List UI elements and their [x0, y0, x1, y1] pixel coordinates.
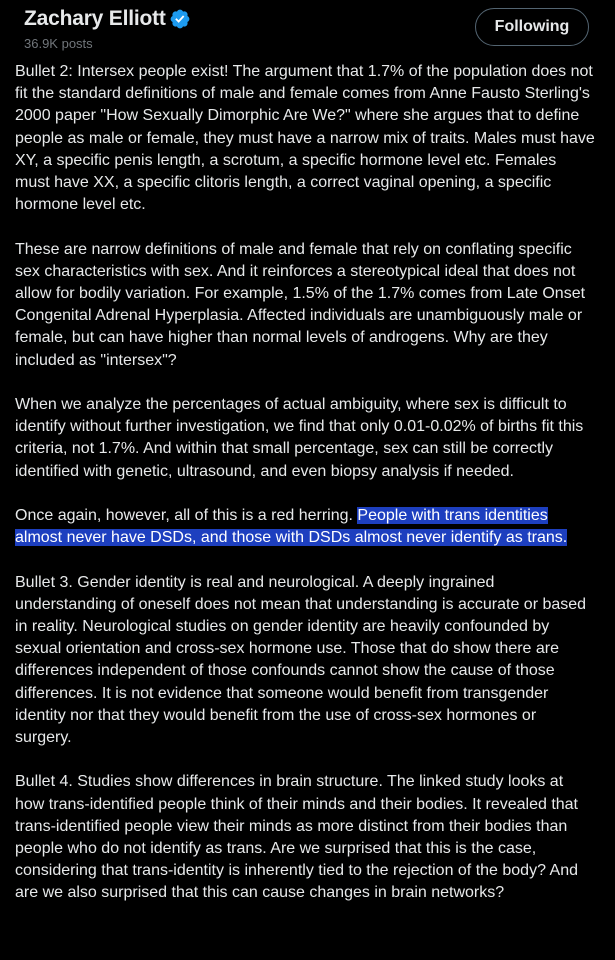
post-text — [15, 61, 595, 927]
following-button[interactable]: Following — [475, 8, 589, 46]
display-name[interactable]: Zachary Elliott — [24, 7, 166, 30]
paragraph-bullet-3: Bullet 3. Gender identity is real and neurological. A deeply ingrained understanding of oneself does not mean that understanding is accurate or based in reality. Neurological studies on gender identity are heavily confounded by sexual orientation and cross-sex hormone use. Those that do show there are differences independent of those confounds cannot show the cause of those differences. It is not evidence that someone would benefit from transgender identity nor that they would benefit from the use of cross-sex hormones or surgery. — [15, 573, 587, 747]
paragraph-definitions: These are narrow definitions of male and female that rely on conflating specific sex characteristics with sex. And it reinforces a stereotypical ideal that does not allow for bodily variation. For example, 1.5% of the 1.7% comes from Late Onset Congenital Adrenal Hyperplasia. Affected individuals are unambiguously male or female, but can have higher than normal levels of androgens. Why are they included as "intersex"? — [15, 240, 586, 369]
paragraph-red-herring — [15, 505, 595, 549]
profile-header — [0, 0, 615, 60]
post-count: 36.9K posts — [24, 36, 93, 51]
verified-badge-icon — [169, 8, 191, 30]
paragraph-bullet-4: Bullet 4. Studies show differences in brain structure. The linked study looks at how trans-identified people think of their minds and their bodies. It revealed that trans-identified people view their minds as more distinct from their bodies than people who do not identify as trans. Are we surprised that this is the case, considering that trans-identity is inherently tied to the rejection of the body? And are we also surprised that this can cause changes in brain networks? — [15, 773, 579, 902]
name-row — [24, 5, 191, 33]
paragraph-bullet-2: Bullet 2: Intersex people exist! The argument that 1.7% of the population does not fit the standard definitions of male and female comes from Anne Fausto Sterling's 2000 paper "How Sexually Dimorphic Are We?" where she argues that to define people as male or female, they must have a narrow mix of traits. Males must have XY, a specific penis length, a scrotum, a specific hormone level etc. Females must have XX, a specific clitoris length, a correct vaginal opening, a specific hormone level etc. — [15, 63, 595, 214]
selected-text[interactable]: People with trans identities almost never have DSDs, and those with DSDs almost never identify as trans. — [15, 507, 568, 547]
red-herring-text: Once again, however, all of this is a red herring. — [15, 507, 358, 525]
paragraph-ambiguity: When we analyze the percentages of actual ambiguity, where sex is difficult to identify without further investigation, we find that only 0.01-0.02% of births fit this criteria, not 1.7%. And within that small percentage, sex can still be correctly identified with genetic, ultrasound, and even biopsy analysis if needed. — [15, 396, 584, 480]
